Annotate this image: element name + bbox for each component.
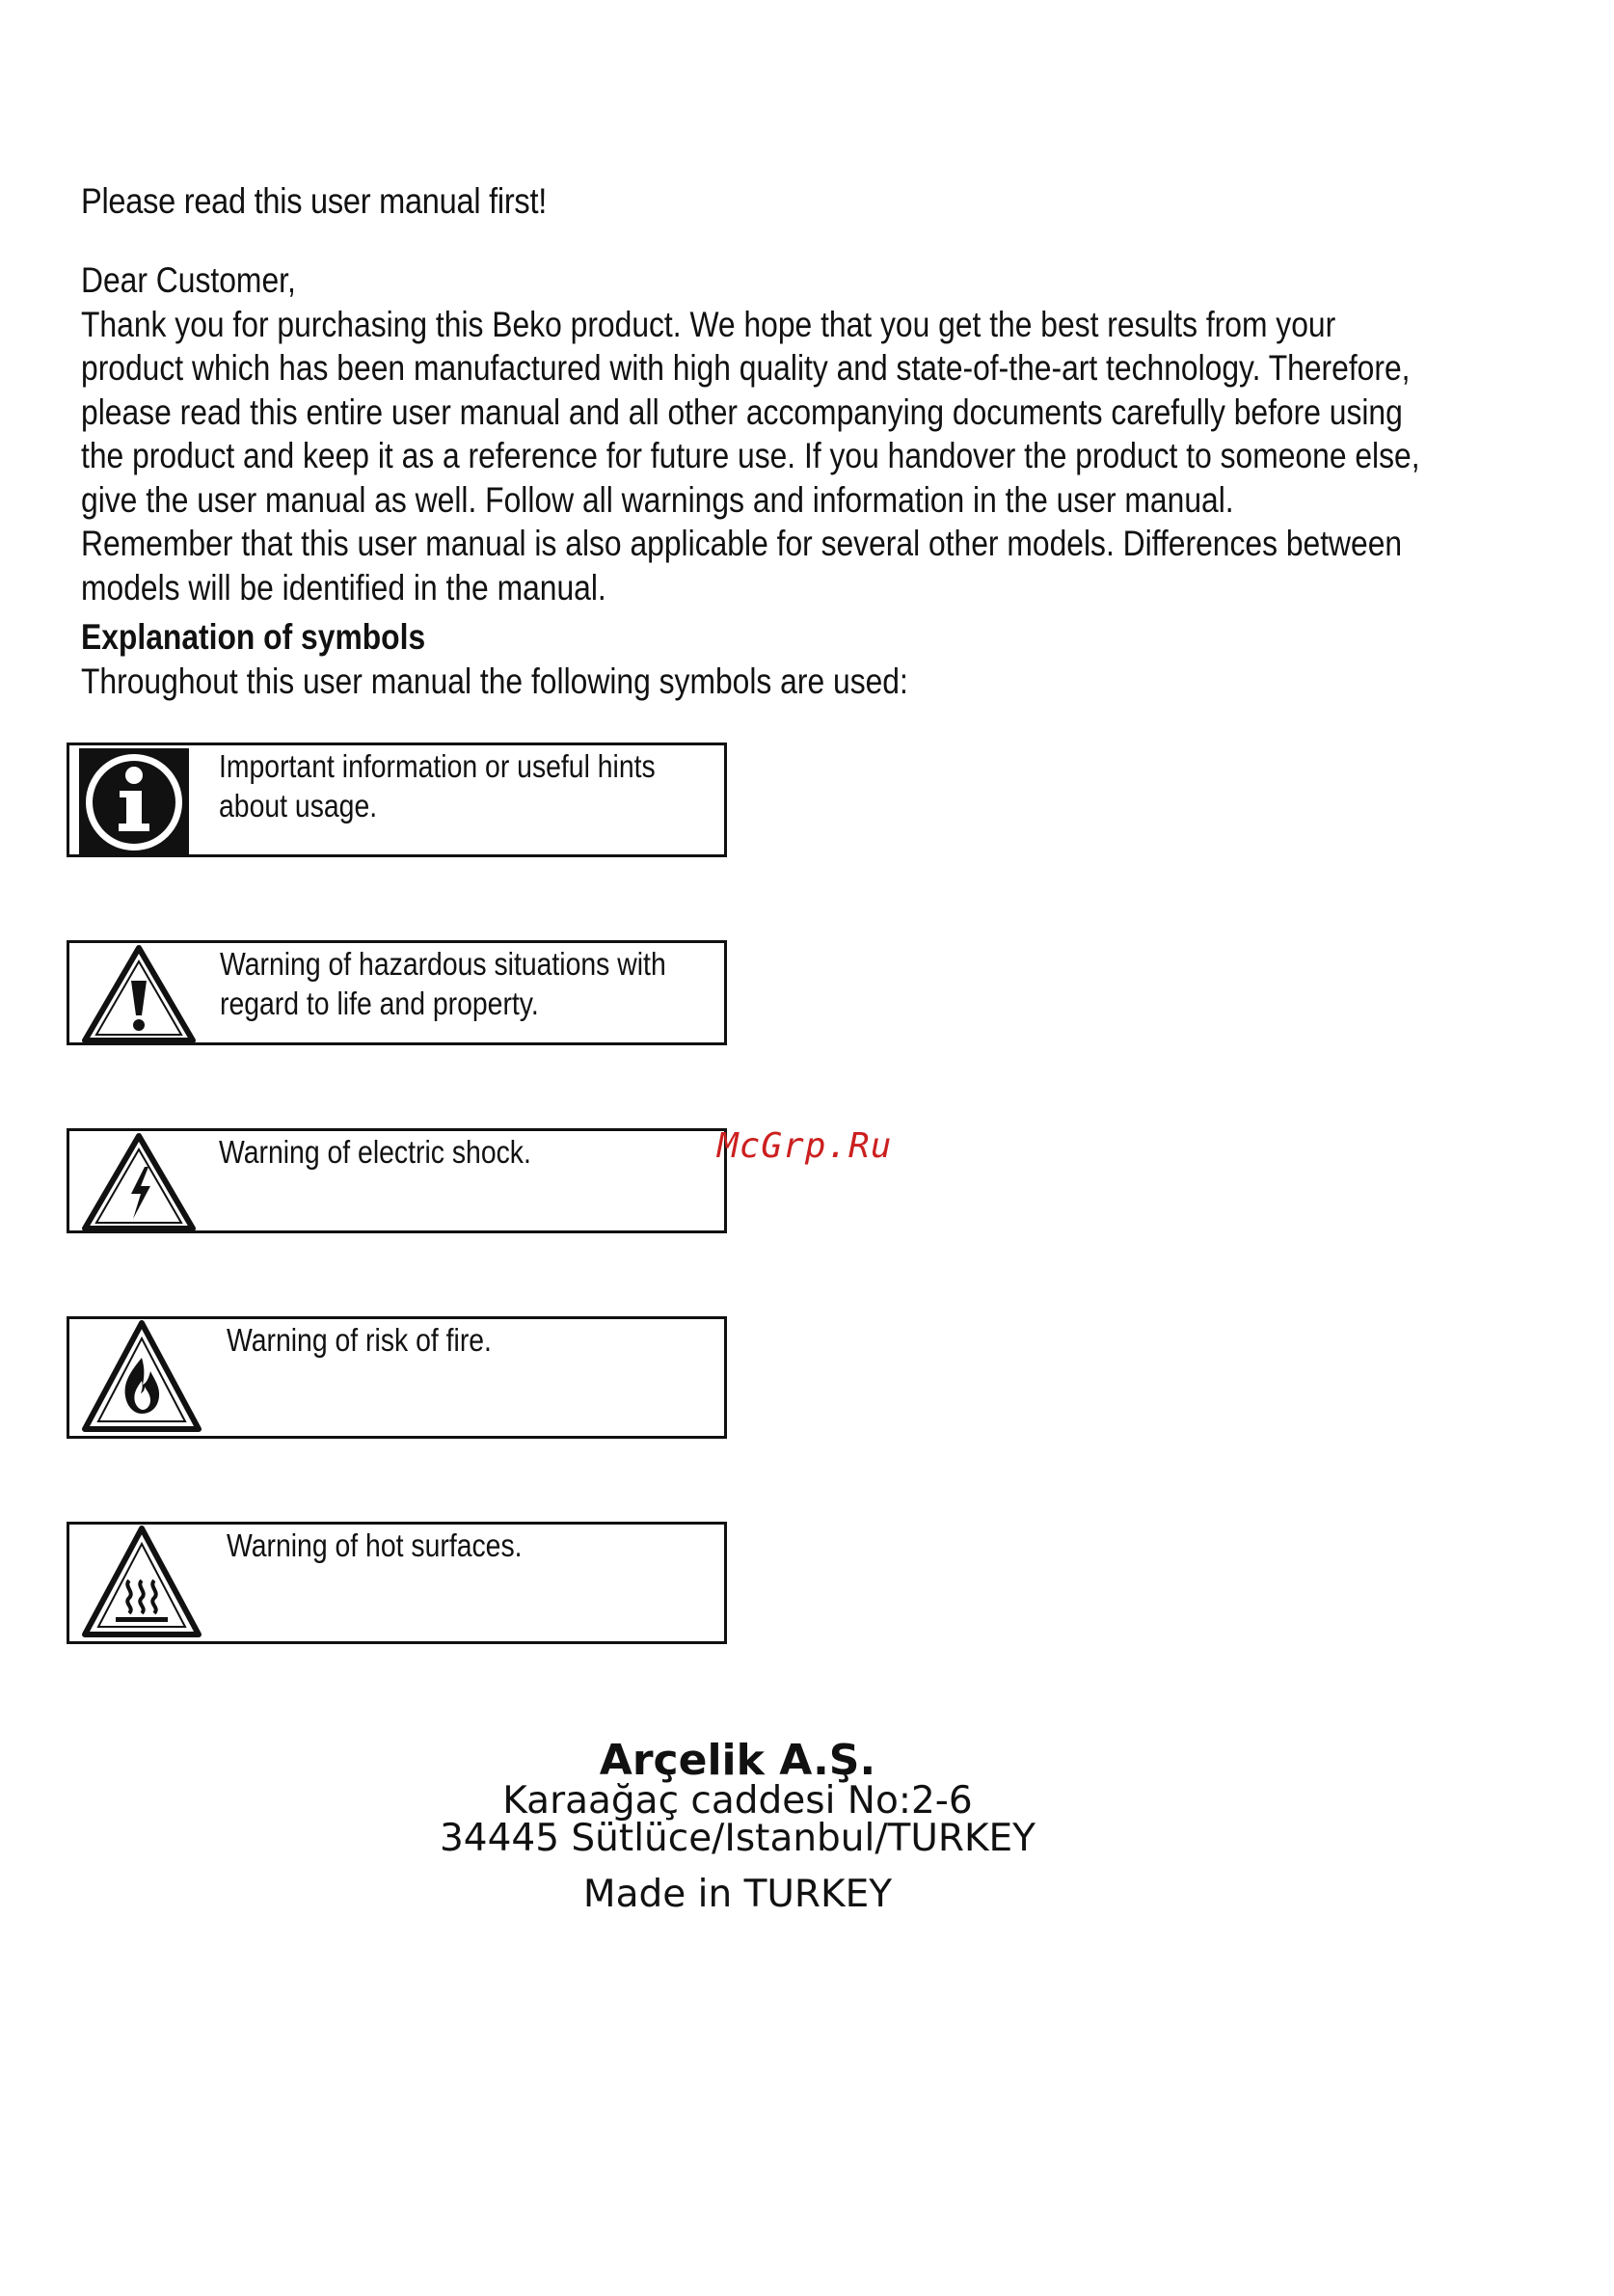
- symbol-text-line: Important information or useful hints: [219, 748, 656, 784]
- greeting: Dear Customer,: [81, 260, 296, 300]
- paragraph-models: Remember that this user manual is also applicable for several other models. Differences between models will be identified in the manual.: [81, 524, 1403, 608]
- footer-street: Karaağaç caddesi No:2-6: [502, 1779, 973, 1823]
- page-title: Please read this user manual first!: [81, 181, 548, 221]
- fire-warning-icon: [81, 1319, 202, 1435]
- symbol-box-info: [67, 743, 727, 857]
- symbol-text-line: Warning of electric shock.: [219, 1134, 531, 1170]
- electric-shock-icon: [81, 1132, 197, 1232]
- symbol-text-line: regard to life and property.: [220, 986, 539, 1021]
- symbol-box-electric: [67, 1128, 727, 1233]
- symbol-box-hazard: [67, 940, 727, 1045]
- exclamation-warning-icon: [81, 944, 197, 1044]
- hot-surface-icon: [81, 1525, 202, 1640]
- intro-text: [81, 258, 1440, 609]
- symbol-text-line: Warning of risk of fire.: [227, 1322, 492, 1358]
- footer-made-in: Made in TURKEY: [582, 1873, 893, 1916]
- info-icon: [79, 748, 189, 856]
- footer-company: Arçelik A.Ş.: [599, 1736, 876, 1785]
- section-heading: Explanation of symbols: [81, 617, 426, 657]
- symbol-box-fire: [67, 1316, 727, 1439]
- symbol-text-line: Warning of hazardous situations with: [220, 946, 666, 982]
- symbol-box-hot-surface: [67, 1522, 727, 1644]
- symbol-text-line: Warning of hot surfaces.: [227, 1527, 523, 1563]
- paragraph-intro: Thank you for purchasing this Beko product. We hope that you get the best results from your product which has been manufactured with high quality and state-of-the-art technology. Therefore, please read this entire user manual and all other accompanying documents carefully before using the product and keep it as a reference for future use. If you handover the product to someone else, give the user manual as well. Follow all warnings and information in the user manual.: [81, 304, 1420, 520]
- section-intro: Throughout this user manual the following symbols are used:: [81, 662, 908, 701]
- footer-city: 34445 Sütlüce/Istanbul/TURKEY: [439, 1817, 1036, 1860]
- watermark: McGrp.Ru: [717, 1126, 893, 1166]
- symbol-text-line: about usage.: [219, 788, 378, 824]
